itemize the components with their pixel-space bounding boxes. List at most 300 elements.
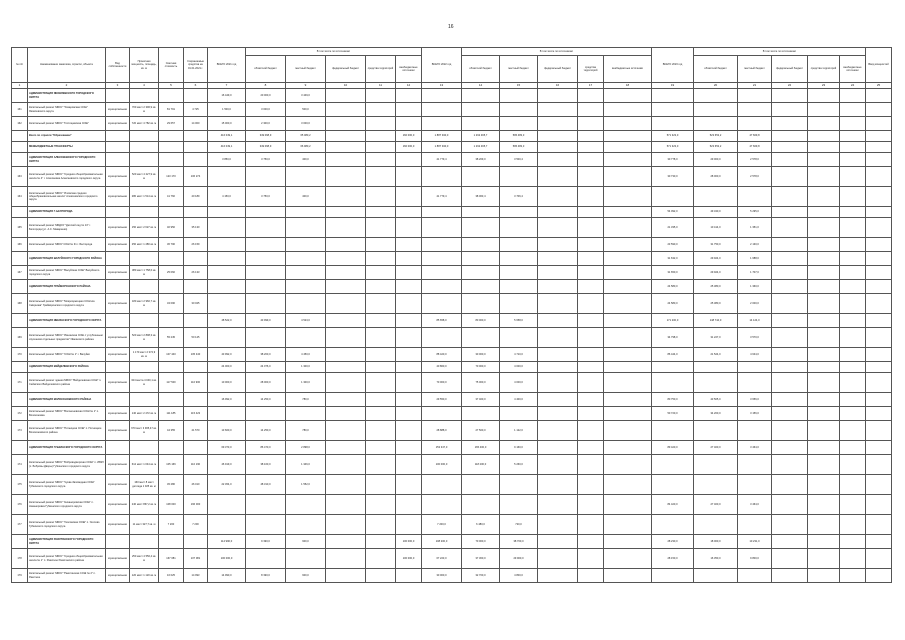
row-value [840, 515, 866, 535]
row-value [286, 207, 326, 218]
row-value [840, 280, 866, 294]
row-ownership: муниципальная [106, 167, 130, 187]
row-funds [184, 362, 208, 373]
row-value [604, 328, 652, 348]
row-value [840, 314, 866, 328]
row-value [578, 117, 604, 131]
row-value: 10 000,0 [208, 373, 246, 393]
row-value [396, 421, 422, 441]
header-federal: федеральный бюджет [538, 56, 578, 83]
row-value: 16 350,0 [694, 549, 738, 569]
row-value [578, 441, 604, 455]
row-value [538, 455, 578, 475]
row-value [366, 495, 396, 515]
row-capacity [130, 142, 159, 153]
row-value: 29 924,0 [694, 266, 738, 280]
row-value [808, 314, 840, 328]
row-value: 40 860,0 [422, 362, 462, 373]
row-value [772, 187, 808, 207]
row-value [604, 252, 652, 266]
row-value: 20 000,0 [246, 89, 286, 103]
row-value [578, 421, 604, 441]
row-value [772, 131, 808, 142]
row-value [326, 535, 366, 549]
row-value [866, 441, 892, 455]
header-type: Вид собственности [106, 48, 130, 83]
row-value [366, 117, 396, 131]
row-value: 88 420,0 [422, 348, 462, 362]
row-ownership [106, 314, 130, 328]
row-funds [184, 252, 208, 266]
row-value [604, 207, 652, 218]
row-value [808, 455, 840, 475]
row-value [422, 266, 462, 280]
row-value [578, 314, 604, 328]
row-value [808, 89, 840, 103]
row-value [366, 238, 396, 252]
row-value [396, 441, 422, 455]
row-value [694, 515, 738, 535]
row-value: 25 380,0 [694, 280, 738, 294]
row-capacity [130, 252, 159, 266]
row-value [500, 103, 538, 117]
row-value [738, 515, 772, 535]
row-value [840, 455, 866, 475]
row-value: 3 656,0 [738, 393, 772, 407]
row-value: 900,0 [286, 535, 326, 549]
row-value [538, 207, 578, 218]
row-value: 14 990,0 [208, 569, 246, 583]
row-value [578, 131, 604, 142]
row-value [604, 535, 652, 549]
row-value [772, 294, 808, 314]
row-value [366, 373, 396, 393]
row-value [286, 167, 326, 187]
row-value: 28 150,0 [652, 549, 694, 569]
row-value [866, 252, 892, 266]
row-value: 5 295,0 [738, 207, 772, 218]
row-value: 349 068,9 [246, 131, 286, 142]
row-value [578, 569, 604, 583]
row-value [538, 362, 578, 373]
row-value [866, 103, 892, 117]
row-number: 168 [12, 294, 28, 314]
row-ownership [106, 153, 130, 167]
row-value: 400,0 [286, 153, 326, 167]
row-cost: 117 500 [159, 373, 184, 393]
row-value [396, 103, 422, 117]
row-value [738, 569, 772, 583]
table-row [12, 328, 892, 348]
row-value: 65 080,2 [286, 131, 326, 142]
row-value [462, 266, 500, 280]
row-value [604, 89, 652, 103]
row-value [866, 153, 892, 167]
header-extra: внебюджетные источники [396, 56, 422, 83]
row-funds [184, 131, 208, 142]
header-federal: федеральный бюджет [326, 56, 366, 83]
row-name: Капитальный ремонт МБОУ "Ракитянская СОШ № 2" п. Ракитное [28, 569, 106, 583]
row-value [396, 218, 422, 238]
row-value [286, 549, 326, 569]
row-value: 32 700,0 [462, 569, 500, 583]
row-value [326, 362, 366, 373]
row-value [604, 218, 652, 238]
table-row [12, 103, 892, 117]
row-value: 900,0 [286, 569, 326, 583]
row-value [326, 441, 366, 455]
row-number [12, 362, 28, 373]
row-value [396, 407, 422, 421]
row-value [840, 421, 866, 441]
table-row [12, 549, 892, 569]
row-name: Капитальный ремонт МБОУ "Средняя общеобразовательная школа № 1" п. Ракитное Ракитянского района [28, 549, 106, 569]
row-value [808, 252, 840, 266]
row-value [366, 218, 396, 238]
row-value [366, 549, 396, 569]
row-value [840, 103, 866, 117]
row-funds: 166 000 [184, 495, 208, 515]
row-cost: 34 090 [159, 294, 184, 314]
row-value: 4 710,0 [500, 348, 538, 362]
row-value: 43 505,0 [694, 393, 738, 407]
row-ownership: муниципальная [106, 421, 130, 441]
row-number: 164 [12, 187, 28, 207]
table-row [12, 117, 892, 131]
row-value [538, 328, 578, 348]
row-value [694, 103, 738, 117]
row-value [462, 167, 500, 187]
row-value [286, 294, 326, 314]
row-cost: 25 060 [159, 266, 184, 280]
column-number: 17 [578, 83, 604, 89]
row-value: 89 420,0 [652, 441, 694, 455]
row-value [462, 103, 500, 117]
row-cost [159, 153, 184, 167]
row-value [772, 280, 808, 294]
row-value: 1 707,0 [738, 266, 772, 280]
row-ownership: муниципальная [106, 348, 130, 362]
row-value: 4 450,0 [286, 348, 326, 362]
row-value [538, 393, 578, 407]
row-value: 13 660,0 [208, 421, 246, 441]
row-value [772, 328, 808, 348]
row-value [578, 187, 604, 207]
row-value [462, 475, 500, 495]
row-value [866, 393, 892, 407]
row-value: 14 124,0 [738, 314, 772, 328]
row-value [396, 569, 422, 583]
row-ownership [106, 441, 130, 455]
row-cost: 40 950 [159, 218, 184, 238]
row-value [808, 266, 840, 280]
row-value: 29 900,0 [500, 549, 538, 569]
header-territory: средства территорий [366, 56, 396, 83]
row-name: Капитальный ремонт МБОУ "СОШ № 1" г. Валуйки [28, 348, 106, 362]
row-capacity: 140 мест 2 472 кв. м [130, 407, 159, 421]
row-value [772, 475, 808, 495]
row-capacity: 380 мест 1 758,6 кв. м [130, 266, 159, 280]
row-value [808, 393, 840, 407]
row-value [772, 89, 808, 103]
row-value: 70 000,0 [462, 535, 500, 549]
row-value [366, 153, 396, 167]
group-row [12, 142, 892, 153]
row-value: 2 578,0 [738, 167, 772, 187]
row-value [578, 89, 604, 103]
row-capacity: 612 мест 1 044 кв. м [130, 455, 159, 475]
row-cost: 16 025 [159, 569, 184, 583]
column-number: 23 [808, 83, 840, 89]
row-name: Капитальный ремонт МБОУ "Чуева Заповедная ООШ" Губкинского городского округа [28, 475, 106, 495]
row-number: 176 [12, 495, 28, 515]
row-value [772, 515, 808, 535]
row-value: 7 200,0 [422, 515, 462, 535]
row-funds: 7 200 [184, 515, 208, 535]
row-funds: 30 025 [184, 294, 208, 314]
row-value: 10 231,0 [738, 535, 772, 549]
row-value [866, 314, 892, 328]
row-value: 27 500,0 [462, 421, 500, 441]
row-value [866, 362, 892, 373]
row-value [538, 421, 578, 441]
row-value [422, 238, 462, 252]
row-capacity: 280 мест 1 514 кв. м [130, 187, 159, 207]
row-number: 162 [12, 117, 28, 131]
row-funds: 40 189 [184, 187, 208, 207]
row-value [286, 495, 326, 515]
column-number: 7 [208, 83, 246, 89]
row-value [538, 495, 578, 515]
table-row [12, 266, 892, 280]
row-value: 85 658,0 [422, 314, 462, 328]
row-name: Капитальный ремонт МБОУ СОШ № 31 г. Белгорода [28, 238, 106, 252]
row-value [808, 294, 840, 314]
row-value [462, 89, 500, 103]
row-value [578, 280, 604, 294]
row-value [738, 103, 772, 117]
page-number: 16 [448, 24, 454, 30]
row-value [578, 515, 604, 535]
row-value: 80 000,0 [462, 314, 500, 328]
row-funds: 105 440 [184, 348, 208, 362]
row-value [500, 167, 538, 187]
row-value [286, 407, 326, 421]
row-value [208, 207, 246, 218]
row-value [694, 117, 738, 131]
investment-table [11, 47, 892, 583]
row-name: АДМИНИСТРАЦИЯ ГУБКИНСКОГО ГОРОДСКОГО ОКРУГА [28, 441, 106, 455]
row-value [538, 549, 578, 569]
row-value: 28 000,0 [694, 167, 738, 187]
row-value [326, 252, 366, 266]
row-cost [159, 280, 184, 294]
row-value [578, 362, 604, 373]
row-value [840, 153, 866, 167]
row-value [246, 252, 286, 266]
row-value [246, 218, 286, 238]
row-value [462, 238, 500, 252]
row-value [840, 294, 866, 314]
row-value [808, 515, 840, 535]
row-cost [159, 314, 184, 328]
row-ownership: муниципальная [106, 475, 130, 495]
row-value [366, 167, 396, 187]
row-name: Капитальный ремонт МБОУ "Томаровская СОШ" Яковлевского округа [28, 103, 106, 117]
row-value: 349 068,9 [246, 142, 286, 153]
row-value [652, 455, 694, 475]
row-value: 23 590,0 [652, 238, 694, 252]
group-row [12, 89, 892, 103]
group-row [12, 252, 892, 266]
row-ownership: муниципальная [106, 218, 130, 238]
row-ownership: муниципальная [106, 569, 130, 583]
header-extra: внебюджетные источники [604, 56, 652, 83]
row-ownership: муниципальная [106, 455, 130, 475]
header-regional: областной бюджет [694, 56, 738, 83]
row-capacity: 324 места 4 040,1 кв. м [130, 373, 159, 393]
row-cost: 41 760 [159, 187, 184, 207]
row-value [538, 373, 578, 393]
row-value [840, 266, 866, 280]
row-value: 30 730,0 [652, 167, 694, 187]
row-value [422, 407, 462, 421]
row-value: 3 706,4 [500, 187, 538, 207]
row-value: 37 400,0 [462, 393, 500, 407]
row-value [772, 373, 808, 393]
row-number [12, 89, 28, 103]
row-value [578, 393, 604, 407]
row-name: Капитальный ремонт МБОУ "Валуйская СОШ" Валуйского городского округа [28, 266, 106, 280]
row-value [866, 475, 892, 495]
row-value [808, 362, 840, 373]
row-value [808, 495, 840, 515]
row-value: 18 000,0 [694, 535, 738, 549]
row-value: 38 209,0 [462, 153, 500, 167]
row-value [808, 187, 840, 207]
row-value [840, 187, 866, 207]
row-value [538, 475, 578, 495]
row-value: 66 980,2 [286, 142, 326, 153]
row-value: 47 669,8 [738, 131, 772, 142]
row-value [396, 393, 422, 407]
row-value [808, 142, 840, 153]
row-ownership: муниципальная [106, 495, 130, 515]
row-value [422, 103, 462, 117]
row-value: 38 063,4 [462, 187, 500, 207]
row-value [422, 294, 462, 314]
row-value [246, 328, 286, 348]
row-value: 9 160,0 [500, 441, 538, 455]
row-value [772, 348, 808, 362]
row-value [772, 153, 808, 167]
row-value [866, 131, 892, 142]
row-value: 38 160,0 [246, 455, 286, 475]
row-name: Капитальный ремонт МБОУ "Никаноровская ООШ" п. Никаноровка Губкинского городского округа [28, 495, 106, 515]
row-ownership [106, 131, 130, 142]
row-value [840, 131, 866, 142]
row-value: 69 373,0 [208, 441, 246, 455]
group-row [12, 441, 892, 455]
row-value [604, 569, 652, 583]
row-value [578, 549, 604, 569]
row-value: 1 360,0 [738, 280, 772, 294]
row-value [604, 103, 652, 117]
row-value [396, 153, 422, 167]
row-value: 2 578,0 [738, 153, 772, 167]
row-capacity: 250 мест 1 480 кв. м [130, 238, 159, 252]
row-value [772, 238, 808, 252]
row-value: 400,0 [286, 187, 326, 207]
row-value: 148 744,0 [694, 314, 738, 328]
header-territory: средства территорий [578, 56, 604, 83]
row-value: 100 000,0 [396, 549, 422, 569]
row-value [538, 515, 578, 535]
row-value: 86 470,0 [246, 441, 286, 455]
header-local: местный бюджет [286, 56, 326, 83]
row-funds: 41 570 [184, 421, 208, 441]
row-value [538, 441, 578, 455]
row-name: Капитальный ремонт МБОУ "Иловская средняя общеобразовательная школа" Алексеевского городского округа [28, 187, 106, 207]
row-cost [159, 131, 184, 142]
row-value: 70 000,0 [462, 362, 500, 373]
row-name: АДМИНИСТРАЦИЯ ГРАЙВОРОНСКОГО РАЙОНА [28, 280, 106, 294]
row-name: АДМИНИСТРАЦИЯ ВАЛУЙСКОГО ГОРОДСКОГО РАЙОНА [28, 252, 106, 266]
row-value [808, 328, 840, 348]
row-number [12, 131, 28, 142]
row-value [366, 131, 396, 142]
row-value [500, 328, 538, 348]
row-value [840, 207, 866, 218]
row-value [462, 207, 500, 218]
row-capacity: 1 170 мест 2 374,9 кв. м [130, 348, 159, 362]
table-row [12, 515, 892, 535]
row-funds [184, 280, 208, 294]
row-value [840, 238, 866, 252]
row-value [840, 362, 866, 373]
row-value [246, 280, 286, 294]
row-value [604, 167, 652, 187]
row-name: Капитальный ремонт МБОУ "Пятницкая СОШ" п. Пятницкое Волоконовского района [28, 421, 106, 441]
group-row [12, 362, 892, 373]
row-value [326, 280, 366, 294]
row-value [866, 328, 892, 348]
row-value: 80 750,0 [652, 393, 694, 407]
row-value: 595 483,3 [500, 131, 538, 142]
row-value [604, 373, 652, 393]
row-value [652, 362, 694, 373]
row-value [538, 131, 578, 142]
row-value [422, 117, 462, 131]
row-number: 166 [12, 238, 28, 252]
row-value [462, 294, 500, 314]
row-value: 24 580,0 [652, 280, 694, 294]
row-value [396, 167, 422, 187]
row-name: Капитальный ремонт здания МБОУ "Вейделевская СОШ" п. Сеймского Вейделевского района [28, 373, 106, 393]
row-value [808, 441, 840, 455]
row-value [652, 117, 694, 131]
row-value: 1 887 940,0 [422, 142, 462, 153]
row-value [604, 153, 652, 167]
row-value [772, 314, 808, 328]
row-value [808, 549, 840, 569]
row-value [694, 89, 738, 103]
row-value [396, 515, 422, 535]
header-no: № п/п [12, 48, 28, 83]
row-value [604, 266, 652, 280]
row-value [866, 280, 892, 294]
row-value [396, 362, 422, 373]
